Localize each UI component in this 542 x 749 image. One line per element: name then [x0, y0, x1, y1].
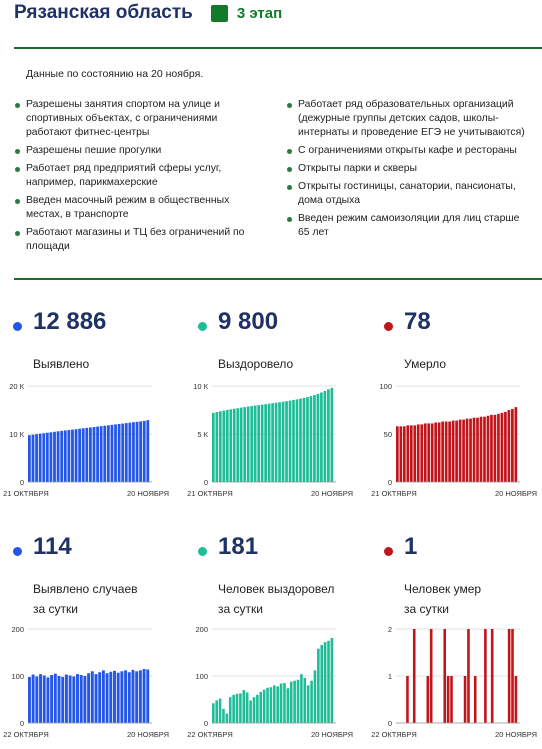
measures-left-list — [14, 98, 262, 258]
bar — [107, 425, 110, 482]
daily-recovered-dot-icon — [198, 547, 207, 556]
bar — [285, 401, 288, 482]
bar — [246, 692, 249, 723]
chart-confirmed — [0, 376, 180, 502]
bar — [76, 674, 79, 723]
bar — [469, 419, 472, 482]
x-end-label: 20 НОЯБРЯ — [310, 730, 354, 739]
bar — [222, 411, 225, 482]
chart-daily-recovered — [186, 620, 366, 749]
bar — [69, 676, 72, 723]
bullet-icon — [15, 149, 20, 154]
bullet-icon — [15, 103, 20, 108]
stage-label: 3 этап — [236, 4, 283, 22]
daily-confirmed-label-line2: за сутки — [33, 602, 78, 616]
x-start-label: 22 ОКТЯБРЯ — [187, 730, 233, 739]
bar — [466, 419, 469, 482]
bar — [307, 685, 310, 723]
bar — [441, 422, 444, 482]
bar — [93, 427, 96, 482]
x-start-label: 21 ОКТЯБРЯ — [3, 489, 49, 498]
bar — [427, 676, 430, 723]
bar — [57, 431, 60, 482]
bar — [399, 426, 402, 482]
recovered-dot-icon — [198, 322, 207, 331]
bar — [280, 684, 283, 723]
measure-text: Работает ряд предприятий сферы услуг, например, парикмахерские — [26, 163, 222, 188]
bar — [247, 407, 250, 482]
bar — [236, 694, 239, 723]
measure-item — [14, 144, 262, 158]
x-start-label: 21 ОКТЯБРЯ — [187, 489, 233, 498]
measures-right-list — [286, 98, 532, 244]
bar — [80, 675, 83, 723]
y-tick-label: 10 К — [193, 382, 208, 391]
measure-item — [14, 226, 262, 254]
bar — [447, 676, 450, 723]
bar — [494, 415, 497, 482]
bar — [257, 405, 260, 482]
bar — [83, 676, 86, 723]
bar — [72, 676, 75, 723]
x-start-label: 22 ОКТЯБРЯ — [3, 730, 49, 739]
bar — [61, 677, 64, 723]
bar — [508, 410, 511, 482]
bar — [259, 692, 262, 723]
bar — [448, 422, 451, 482]
measure-text: Работает ряд образовательных организаций (дежурные группы детских садов, школы-интернаты и проведение ЕГЭ не учитываются) — [298, 99, 525, 138]
bar — [331, 638, 334, 723]
bullet-icon — [287, 185, 292, 190]
bar — [102, 670, 105, 723]
bar — [266, 688, 269, 723]
bar — [28, 435, 31, 482]
bar — [35, 434, 38, 482]
bar — [327, 641, 330, 723]
y-tick-label: 0 — [19, 719, 24, 728]
bar — [320, 645, 323, 723]
bar — [67, 430, 70, 482]
measure-text: Разрешены пешие прогулки — [26, 145, 162, 156]
bar — [121, 424, 124, 482]
y-tick-label: 200 — [195, 625, 208, 634]
bar — [95, 674, 98, 723]
bar — [297, 680, 300, 723]
bar — [270, 687, 273, 723]
y-tick-label: 0 — [203, 719, 208, 728]
measure-text: Введен масочный режим в общественных местах, в транспорте — [26, 195, 230, 220]
x-end-label: 20 НОЯБРЯ — [310, 489, 354, 498]
bar — [263, 690, 266, 723]
bar — [96, 427, 99, 482]
y-tick-label: 200 — [11, 625, 24, 634]
bar — [497, 414, 500, 482]
bullet-icon — [287, 103, 292, 108]
bar — [132, 670, 135, 723]
bar — [114, 424, 117, 482]
bar — [232, 695, 235, 723]
bar — [427, 423, 430, 482]
y-tick-label: 50 — [383, 430, 392, 439]
bar — [243, 690, 246, 723]
bar — [261, 405, 264, 482]
bar — [396, 426, 399, 482]
region-title: Рязанская область — [14, 2, 193, 23]
bar — [283, 683, 286, 723]
bar — [89, 427, 92, 482]
measure-text: Введен режим самоизоляции для лиц старше 65 лет — [298, 213, 520, 238]
daily-deaths-label — [404, 579, 481, 619]
bar — [113, 671, 116, 723]
recovered-label: Выздоровело — [218, 357, 294, 371]
bar — [438, 422, 441, 482]
bar — [42, 433, 45, 482]
chart-daily-confirmed — [0, 620, 180, 749]
daily-recovered-value: 181 — [218, 533, 259, 560]
daily-deaths-value: 1 — [404, 533, 418, 560]
bar — [327, 389, 330, 482]
date-note: Данные по состоянию на 20 ноября. — [26, 68, 204, 80]
confirmed-dot-icon — [13, 322, 22, 331]
measure-text: Открыты парки и скверы — [298, 163, 418, 174]
daily-confirmed-value: 114 — [33, 533, 72, 560]
bar — [282, 402, 285, 482]
y-tick-label: 100 — [195, 672, 208, 681]
bar — [511, 409, 514, 482]
bar — [146, 420, 149, 482]
bar — [139, 670, 142, 723]
deaths-dot-icon — [384, 322, 393, 331]
bar — [515, 676, 518, 723]
bar — [445, 422, 448, 482]
confirmed-label: Выявлено — [33, 357, 90, 371]
bar — [98, 672, 101, 723]
bar — [483, 417, 486, 482]
bar — [273, 685, 276, 723]
bar — [118, 424, 121, 482]
y-tick-label: 100 — [379, 382, 392, 391]
bar — [226, 714, 229, 723]
bar — [54, 674, 57, 723]
measure-item — [286, 98, 532, 140]
bar — [424, 423, 427, 482]
chart-deaths — [370, 376, 542, 502]
bar — [331, 388, 334, 482]
bar — [292, 400, 295, 482]
y-tick-label: 20 К — [9, 382, 24, 391]
bar — [146, 669, 149, 723]
x-end-label: 20 НОЯБРЯ — [494, 489, 538, 498]
bar — [303, 398, 306, 482]
measure-item — [286, 162, 532, 176]
measure-item — [286, 180, 532, 208]
bar — [250, 406, 253, 482]
y-tick-label: 0 — [203, 478, 208, 487]
bar — [43, 676, 46, 723]
measure-item — [286, 144, 532, 158]
bar — [276, 686, 279, 723]
bar — [511, 629, 514, 723]
bar — [324, 642, 327, 723]
bar — [254, 406, 257, 482]
bar — [128, 672, 131, 723]
bar — [417, 424, 420, 482]
bullet-icon — [287, 149, 292, 154]
bar — [313, 395, 316, 482]
measure-item — [14, 98, 262, 140]
bar — [136, 422, 139, 482]
measure-item — [14, 194, 262, 222]
bar — [135, 671, 138, 723]
bar — [212, 413, 215, 482]
y-tick-label: 5 К — [197, 430, 208, 439]
bar — [403, 426, 406, 482]
bar — [82, 428, 85, 482]
bar — [253, 697, 256, 723]
bar — [243, 407, 246, 482]
bar — [310, 681, 313, 723]
bar — [287, 688, 290, 723]
bar — [111, 425, 114, 482]
bar — [320, 393, 323, 482]
bar — [278, 402, 281, 482]
measure-text: Работают магазины и ТЦ без ограничений по площади — [26, 227, 245, 252]
x-end-label: 20 НОЯБРЯ — [126, 730, 170, 739]
stage-indicator-icon — [211, 5, 228, 22]
daily-recovered-label-line1: Человек выздоровел — [218, 582, 335, 596]
bar — [215, 412, 218, 482]
bar — [39, 434, 42, 482]
bar — [300, 674, 303, 723]
bar — [143, 421, 146, 482]
recovered-value: 9 800 — [218, 308, 279, 335]
bar — [314, 670, 317, 723]
bar — [28, 677, 31, 723]
daily-recovered-label-line2: за сутки — [218, 602, 263, 616]
bar — [299, 399, 302, 482]
bar — [32, 435, 35, 482]
bar — [215, 700, 218, 723]
bar — [64, 430, 67, 482]
bar — [85, 428, 88, 482]
daily-confirmed-label — [33, 579, 138, 619]
bar — [450, 676, 453, 723]
bar — [480, 417, 483, 482]
bar — [249, 700, 252, 723]
bar — [120, 671, 123, 723]
daily-deaths-label-line2: за сутки — [404, 602, 449, 616]
bar — [271, 403, 274, 482]
bar — [35, 676, 38, 723]
bar — [32, 675, 35, 723]
top-divider — [14, 47, 542, 49]
bar — [264, 404, 267, 482]
bar — [236, 408, 239, 482]
bar — [106, 673, 109, 723]
bar — [229, 697, 232, 723]
measure-text: Открыты гостиницы, санатории, пансионаты, дома отдыха — [298, 181, 516, 206]
y-tick-label: 0 — [387, 719, 392, 728]
bar — [132, 422, 135, 482]
bar — [65, 675, 68, 723]
daily-confirmed-dot-icon — [13, 547, 22, 556]
daily-deaths-dot-icon — [384, 547, 393, 556]
bar — [117, 673, 120, 723]
bar — [87, 673, 90, 723]
bar — [420, 424, 423, 482]
daily-recovered-label — [218, 579, 334, 619]
bar — [317, 649, 320, 723]
deaths-label: Умерло — [404, 357, 447, 371]
daily-confirmed-label-line1: Выявлено случаев — [33, 582, 138, 596]
bar — [413, 629, 416, 723]
bar — [462, 420, 465, 482]
bar — [491, 629, 494, 723]
bullet-icon — [15, 199, 20, 204]
bar — [487, 416, 490, 482]
y-tick-label: 100 — [11, 672, 24, 681]
x-start-label: 21 ОКТЯБРЯ — [371, 489, 417, 498]
bar — [504, 412, 507, 482]
middle-divider — [14, 278, 542, 280]
measure-item — [286, 212, 532, 240]
bar — [78, 429, 81, 482]
bullet-icon — [287, 217, 292, 222]
bar — [46, 433, 49, 482]
bar — [100, 426, 103, 482]
chart-recovered — [186, 376, 366, 502]
bar — [91, 671, 94, 723]
x-start-label: 22 ОКТЯБРЯ — [371, 730, 417, 739]
bar — [467, 629, 470, 723]
bar — [46, 677, 49, 723]
bullet-icon — [15, 231, 20, 236]
bar — [410, 425, 413, 482]
bar — [406, 676, 409, 723]
bar — [455, 421, 458, 482]
bar — [464, 676, 467, 723]
bar — [71, 430, 74, 482]
bar — [219, 699, 222, 723]
measure-item — [14, 162, 262, 190]
bar — [233, 409, 236, 482]
bar — [430, 629, 433, 723]
bar — [109, 672, 112, 723]
bar — [406, 425, 409, 482]
bar — [324, 391, 327, 482]
daily-deaths-label-line1: Человек умер — [404, 582, 482, 596]
bar — [53, 432, 56, 482]
x-end-label: 20 НОЯБРЯ — [494, 730, 538, 739]
bar — [434, 422, 437, 482]
bar — [275, 403, 278, 482]
bar — [515, 407, 518, 482]
bar — [413, 425, 416, 482]
bar — [75, 429, 78, 482]
measure-text: С ограничениями открыты кафе и рестораны — [298, 145, 517, 156]
bar — [39, 674, 42, 723]
y-tick-label: 0 — [387, 478, 392, 487]
bar — [473, 418, 476, 482]
bar — [229, 409, 232, 482]
bar — [317, 394, 320, 482]
confirmed-value: 12 886 — [33, 308, 107, 335]
bullet-icon — [287, 167, 292, 172]
bar — [293, 681, 296, 723]
chart-daily-deaths — [370, 620, 542, 749]
y-tick-label: 10 К — [9, 430, 24, 439]
bar — [124, 670, 127, 723]
bar — [50, 432, 53, 482]
bar — [240, 408, 243, 482]
bar — [50, 675, 53, 723]
bar — [239, 693, 242, 723]
bar — [443, 629, 446, 723]
bar — [128, 423, 131, 482]
bar — [501, 413, 504, 482]
bar — [103, 426, 106, 482]
bar — [490, 415, 493, 482]
bar — [431, 423, 434, 482]
bar — [139, 421, 142, 482]
bar — [256, 695, 259, 723]
header — [14, 0, 282, 26]
bar — [296, 399, 299, 482]
bar — [289, 401, 292, 482]
bar — [219, 411, 222, 482]
x-end-label: 20 НОЯБРЯ — [126, 489, 170, 498]
bullet-icon — [15, 167, 20, 172]
bar — [306, 397, 309, 482]
bar — [268, 404, 271, 482]
bar — [222, 709, 225, 723]
deaths-value: 78 — [404, 308, 431, 335]
bar — [143, 669, 146, 723]
bar — [484, 629, 487, 723]
bar — [452, 421, 455, 482]
measure-text: Разрешены занятия спортом на улице и спортивных объектах, с ограничениями работают фитнес-центры — [26, 99, 220, 138]
bar — [226, 410, 229, 482]
bar — [290, 682, 293, 723]
bar — [476, 418, 479, 482]
bar — [459, 420, 462, 482]
bar — [474, 676, 477, 723]
bar — [58, 676, 61, 723]
bar — [310, 396, 313, 482]
bar — [60, 431, 63, 482]
bar — [125, 423, 128, 482]
bar — [212, 703, 215, 723]
y-tick-label: 0 — [19, 478, 24, 487]
bar — [304, 678, 307, 723]
y-tick-label: 1 — [387, 672, 392, 681]
bar — [508, 629, 511, 723]
y-tick-label: 2 — [387, 625, 392, 634]
